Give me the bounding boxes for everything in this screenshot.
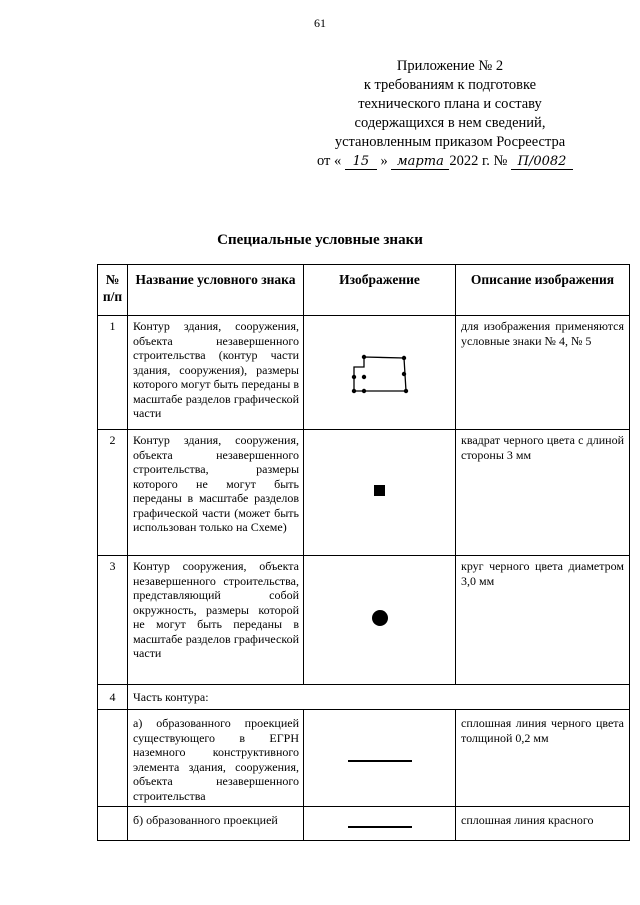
order-date-line xyxy=(310,152,580,171)
row-name: Часть контура: xyxy=(128,685,630,710)
row-num: 1 xyxy=(98,316,128,430)
handwritten-day: 15 xyxy=(345,155,377,170)
date-prefix: от « xyxy=(316,153,342,169)
table-header-row xyxy=(98,265,630,316)
date-mid: » xyxy=(380,153,388,169)
black-square-icon xyxy=(374,485,385,496)
row-image xyxy=(304,556,456,685)
row-name: Контур здания, сооружения, объекта незавершенного строительства (контур части здания, сооружения), размеры которого могут быть переданы в масштабе разделов графической части xyxy=(128,316,304,430)
header-image: Изображение xyxy=(304,265,456,316)
row-name: б) образованного проекцией xyxy=(128,807,304,841)
appendix-header xyxy=(316,57,580,171)
table-row xyxy=(98,685,630,710)
table-row xyxy=(98,807,630,841)
table-row xyxy=(98,556,630,685)
row-num xyxy=(98,710,128,807)
solid-red-line-icon xyxy=(348,826,412,828)
appendix-line: к требованиям к подготовке xyxy=(363,77,537,93)
row-description: для изображения применяются условные знаки № 4, № 5 xyxy=(456,316,630,430)
handwritten-order-number: П/0082 xyxy=(511,155,573,170)
table-row xyxy=(98,710,630,807)
document-title: Специальные условные знаки xyxy=(217,232,423,248)
row-num: 4 xyxy=(98,685,128,710)
polygon-contour-icon xyxy=(340,341,420,401)
appendix-title: Приложение № 2 xyxy=(396,58,504,74)
date-year: 2022 г. № xyxy=(449,153,508,169)
row-num: 3 xyxy=(98,556,128,685)
symbols-table xyxy=(97,264,630,841)
appendix-line: содержащихся в нем сведений, xyxy=(354,115,546,131)
row-image xyxy=(304,710,456,807)
table-row xyxy=(98,316,630,430)
row-num: 2 xyxy=(98,430,128,556)
header-name: Название условного знака xyxy=(128,265,304,316)
row-name: а) образованного проекцией существующего в ЕГРН наземного конструктивного элемента здания, сооружения, объекта незавершенного строительства xyxy=(128,710,304,807)
appendix-line: технического плана и составу xyxy=(358,96,542,112)
row-description: круг черного цвета диаметром 3,0 мм xyxy=(456,556,630,685)
table-row xyxy=(98,430,630,556)
handwritten-month: марта xyxy=(391,155,449,170)
header-description: Описание изображения xyxy=(456,265,630,316)
row-image xyxy=(304,430,456,556)
solid-black-line-icon xyxy=(348,760,412,762)
row-description: сплошная линия черного цвета толщиной 0,2 мм xyxy=(456,710,630,807)
row-name: Контур сооружения, объекта незавершенного строительства, представляющий собой окружность, размеры которой не могут быть переданы в масштабе разделов графической части xyxy=(128,556,304,685)
page-number: 61 xyxy=(314,16,326,30)
row-image xyxy=(304,807,456,841)
row-num xyxy=(98,807,128,841)
row-image xyxy=(304,316,456,430)
row-name: Контур здания, сооружения, объекта незавершенного строительства, размеры которого не могут быть переданы в масштабе разделов графической части (может быть использован только на Схеме) xyxy=(128,430,304,556)
black-circle-icon xyxy=(372,610,388,626)
row-description: квадрат черного цвета с длиной стороны 3 мм xyxy=(456,430,630,556)
row-description: сплошная линия красного xyxy=(456,807,630,841)
appendix-line: установленным приказом Росреестра xyxy=(334,134,566,150)
header-num: № п/п xyxy=(98,265,128,316)
